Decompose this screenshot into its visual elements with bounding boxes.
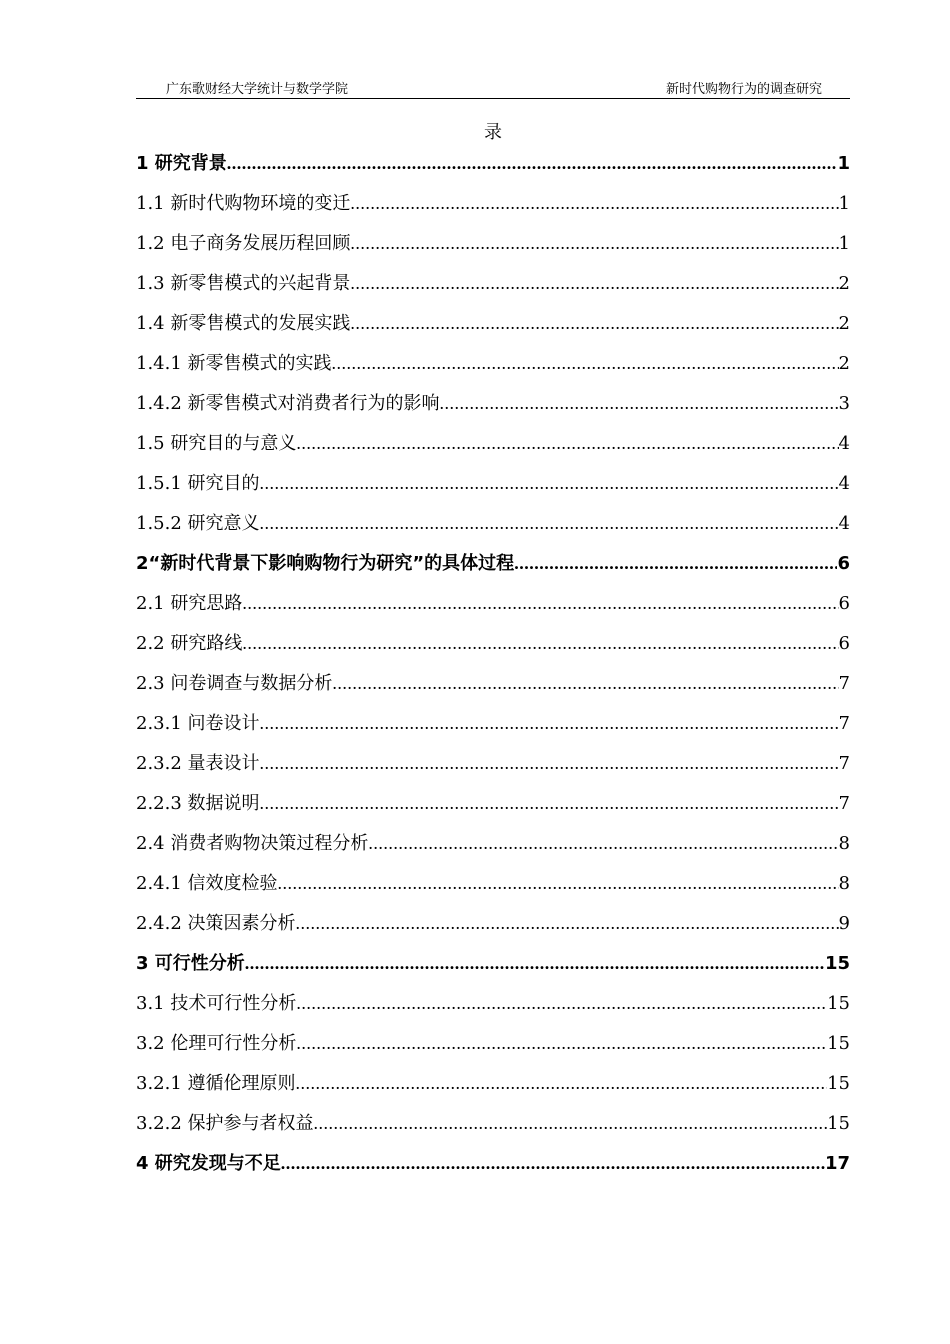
- toc-entry-page-number: 1: [838, 233, 850, 254]
- toc-entry-page-number: 2: [838, 313, 850, 334]
- toc-dot-leader: [440, 383, 839, 423]
- toc-entry-page-number: 2: [838, 273, 850, 294]
- toc-entry[interactable]: [136, 823, 850, 863]
- toc-entry-page-number: 6: [837, 553, 850, 574]
- toc-entry[interactable]: [136, 223, 850, 263]
- toc-dot-leader: [242, 623, 838, 663]
- toc-entry-page-number: 2: [838, 353, 850, 374]
- toc-dot-leader: [227, 143, 838, 183]
- toc-entry-page-number: 15: [827, 993, 850, 1014]
- toc-entry-label: 2.3.1 问卷设计: [136, 713, 260, 734]
- toc-entry-label: 1 研究背景: [136, 153, 227, 174]
- toc-entry-label: 3 可行性分析: [136, 953, 245, 974]
- toc-entry[interactable]: [136, 423, 850, 463]
- toc-entry-page-number: 4: [838, 513, 850, 534]
- toc-dot-leader: [314, 1103, 828, 1143]
- toc-entry-label: 2.2 研究路线: [136, 633, 243, 654]
- toc-entry[interactable]: [136, 183, 850, 223]
- toc-dot-leader: [281, 1143, 825, 1183]
- toc-entry-page-number: 15: [824, 953, 850, 974]
- toc-dot-leader: [296, 423, 838, 463]
- toc-entry-page-number: 7: [838, 713, 850, 734]
- toc-entry[interactable]: [136, 463, 850, 503]
- toc-dot-leader: [260, 463, 839, 503]
- toc-dot-leader: [350, 183, 838, 223]
- toc-entry[interactable]: [136, 623, 850, 663]
- toc-dot-leader: [296, 1063, 828, 1103]
- toc-entry-label: 2.3.2 量表设计: [136, 753, 260, 774]
- toc-entry-label: 2.4.1 信效度检验: [136, 873, 278, 894]
- toc-dot-leader: [332, 663, 838, 703]
- toc-entry-label: 2.1 研究思路: [136, 593, 243, 614]
- table-of-contents: [136, 143, 850, 1183]
- toc-entry-label: 2.4 消费者购物决策过程分析: [136, 833, 369, 854]
- toc-entry[interactable]: [136, 143, 850, 183]
- toc-entry[interactable]: [136, 383, 850, 423]
- toc-entry-label: 1.4.2 新零售模式对消费者行为的影响: [136, 393, 440, 414]
- toc-entry[interactable]: [136, 663, 850, 703]
- toc-dot-leader: [260, 503, 839, 543]
- toc-dot-leader: [350, 263, 838, 303]
- header-institution: 广东歌财经大学统计与数学学院: [166, 82, 349, 97]
- toc-dot-leader: [245, 943, 825, 983]
- toc-entry-page-number: 7: [838, 673, 850, 694]
- toc-entry-page-number: 4: [838, 473, 850, 494]
- toc-dot-leader: [514, 543, 837, 583]
- toc-entry[interactable]: [136, 1063, 850, 1103]
- toc-entry[interactable]: [136, 703, 850, 743]
- toc-entry[interactable]: [136, 543, 850, 583]
- toc-entry[interactable]: [136, 943, 850, 983]
- toc-entry-page-number: 4: [838, 433, 850, 454]
- toc-entry-page-number: 8: [838, 873, 850, 894]
- toc-entry-page-number: 3: [838, 393, 850, 414]
- toc-entry-label: 2“新时代背景下影响购物行为研究”的具体过程: [136, 553, 515, 574]
- toc-entry-label: 1.3 新零售模式的兴起背景: [136, 273, 351, 294]
- toc-dot-leader: [368, 823, 838, 863]
- toc-entry[interactable]: [136, 783, 850, 823]
- toc-entry[interactable]: [136, 983, 850, 1023]
- toc-entry-label: 3.2.1 遵循伦理原则: [136, 1073, 296, 1094]
- toc-dot-leader: [350, 303, 838, 343]
- toc-dot-leader: [260, 743, 839, 783]
- toc-entry-page-number: 6: [838, 633, 850, 654]
- toc-dot-leader: [332, 343, 839, 383]
- toc-dot-leader: [278, 863, 839, 903]
- toc-entry-label: 3.2.2 保护参与者权益: [136, 1113, 314, 1134]
- toc-entry-page-number: 9: [838, 913, 850, 934]
- toc-entry-label: 1.5.1 研究目的: [136, 473, 260, 494]
- toc-entry[interactable]: [136, 1143, 850, 1183]
- toc-dot-leader: [296, 983, 827, 1023]
- toc-entry-page-number: 8: [838, 833, 850, 854]
- toc-entry-label: 1.2 电子商务发展历程回顾: [136, 233, 351, 254]
- toc-dot-leader: [260, 703, 839, 743]
- toc-entry-page-number: 7: [838, 793, 850, 814]
- toc-entry-label: 2.4.2 决策因素分析: [136, 913, 296, 934]
- toc-entry-label: 1.5.2 研究意义: [136, 513, 260, 534]
- toc-entry[interactable]: [136, 863, 850, 903]
- toc-entry-label: 4 研究发现与不足: [136, 1153, 281, 1174]
- toc-dot-leader: [350, 223, 838, 263]
- toc-entry-label: 3.1 技术可行性分析: [136, 993, 297, 1014]
- toc-entry-label: 1.5 研究目的与意义: [136, 433, 297, 454]
- toc-entry[interactable]: [136, 1023, 850, 1063]
- toc-dot-leader: [242, 583, 838, 623]
- toc-entry-page-number: 6: [838, 593, 850, 614]
- header-document-title: 新时代购物行为的调查研究: [665, 82, 822, 97]
- toc-dot-leader: [296, 1023, 827, 1063]
- toc-entry[interactable]: [136, 583, 850, 623]
- toc-dot-leader: [296, 903, 839, 943]
- toc-entry[interactable]: [136, 263, 850, 303]
- toc-entry-page-number: 1: [837, 153, 850, 174]
- toc-title: 录: [484, 122, 502, 143]
- toc-entry-label: 2.2.3 数据说明: [136, 793, 260, 814]
- toc-entry-label: 1.1 新时代购物环境的变迁: [136, 193, 351, 214]
- toc-entry[interactable]: [136, 343, 850, 383]
- toc-entry[interactable]: [136, 1103, 850, 1143]
- toc-entry-label: 1.4.1 新零售模式的实践: [136, 353, 332, 374]
- toc-entry-page-number: 15: [827, 1073, 850, 1094]
- toc-entry[interactable]: [136, 903, 850, 943]
- toc-entry[interactable]: [136, 303, 850, 343]
- toc-dot-leader: [260, 783, 839, 823]
- toc-entry-page-number: 17: [824, 1153, 850, 1174]
- toc-entry-label: 3.2 伦理可行性分析: [136, 1033, 297, 1054]
- toc-entry-label: 1.4 新零售模式的发展实践: [136, 313, 351, 334]
- toc-entry-page-number: 15: [827, 1113, 850, 1134]
- toc-entry[interactable]: [136, 503, 850, 543]
- page-header: [136, 76, 850, 99]
- toc-entry-page-number: 1: [838, 193, 850, 214]
- toc-entry-page-number: 7: [838, 753, 850, 774]
- toc-entry[interactable]: [136, 743, 850, 783]
- toc-entry-page-number: 15: [827, 1033, 850, 1054]
- toc-entry-label: 2.3 问卷调查与数据分析: [136, 673, 333, 694]
